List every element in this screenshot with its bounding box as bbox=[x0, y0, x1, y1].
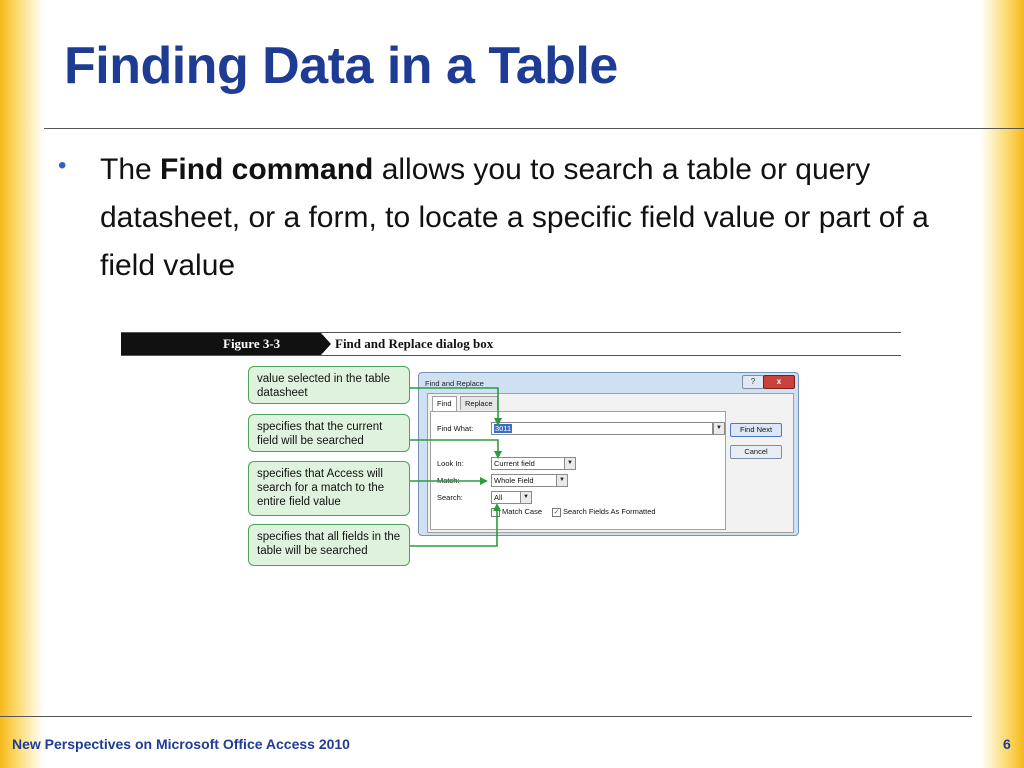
find-replace-dialog bbox=[418, 372, 799, 536]
look-in-label: Look In: bbox=[437, 459, 464, 468]
callout-whole-field: specifies that Access will search for a match to the entire field value bbox=[248, 461, 410, 516]
dialog-title: Find and Replace bbox=[425, 379, 484, 388]
find-tab-panel bbox=[430, 411, 726, 530]
close-button[interactable]: x bbox=[763, 375, 795, 389]
search-dropdown-icon[interactable]: ▼ bbox=[520, 491, 532, 504]
look-in-dropdown-icon[interactable]: ▼ bbox=[564, 457, 576, 470]
find-what-value: 3011 bbox=[495, 424, 512, 433]
callout-all-fields: specifies that all fields in the table will be searched bbox=[248, 524, 410, 566]
help-button[interactable]: ? bbox=[742, 375, 764, 389]
callout-value-selected: value selected in the table datasheet bbox=[248, 366, 410, 404]
search-formatted-checkbox[interactable]: ✓ bbox=[553, 509, 560, 516]
find-next-button[interactable]: Find Next bbox=[730, 423, 782, 437]
look-in-select[interactable]: Current field bbox=[491, 457, 565, 470]
search-formatted-label: Search Fields As Formatted bbox=[563, 507, 656, 516]
bullet-text bbox=[100, 146, 950, 290]
tab-find[interactable]: Find bbox=[432, 396, 457, 411]
bullet-text-bold: Find command bbox=[160, 153, 374, 186]
slide-title: Finding Data in a Table bbox=[64, 37, 618, 95]
find-what-label: Find What: bbox=[437, 424, 474, 433]
search-select[interactable]: All bbox=[491, 491, 521, 504]
match-case-checkbox[interactable] bbox=[491, 508, 500, 517]
title-divider bbox=[44, 128, 1024, 129]
footer-text: New Perspectives on Microsoft Office Access 2010 bbox=[12, 736, 350, 752]
tab-replace[interactable]: Replace bbox=[460, 396, 498, 410]
bullet-text-prefix: The bbox=[100, 153, 161, 186]
cancel-button[interactable]: Cancel bbox=[730, 445, 782, 459]
figure-number-arrow-icon bbox=[321, 333, 331, 355]
find-what-dropdown-icon[interactable]: ▼ bbox=[713, 422, 725, 435]
callout-current-field: specifies that the current field will be searched bbox=[248, 414, 410, 452]
match-case-label: Match Case bbox=[502, 507, 543, 516]
match-select[interactable]: Whole Field bbox=[491, 474, 557, 487]
match-label: Match: bbox=[437, 476, 460, 485]
left-gold-gradient-bar bbox=[0, 0, 44, 768]
bullet-dot-icon: • bbox=[58, 152, 67, 179]
page-number: 6 bbox=[1003, 736, 1011, 752]
footer-divider bbox=[0, 716, 972, 717]
bullet-text-rest: allows you to search a table or query datasheet, or a form, to locate a specific field value or part of a field value bbox=[100, 153, 929, 282]
find-what-input[interactable] bbox=[491, 422, 713, 435]
right-gold-gradient-bar bbox=[980, 0, 1024, 768]
figure-number-box bbox=[121, 333, 321, 355]
search-label: Search: bbox=[437, 493, 463, 502]
figure-caption-bar bbox=[121, 332, 901, 356]
dialog-body bbox=[427, 393, 794, 533]
figure-number: Figure 3-3 bbox=[223, 336, 281, 351]
figure-caption: Find and Replace dialog box bbox=[335, 336, 494, 351]
match-dropdown-icon[interactable]: ▼ bbox=[556, 474, 568, 487]
